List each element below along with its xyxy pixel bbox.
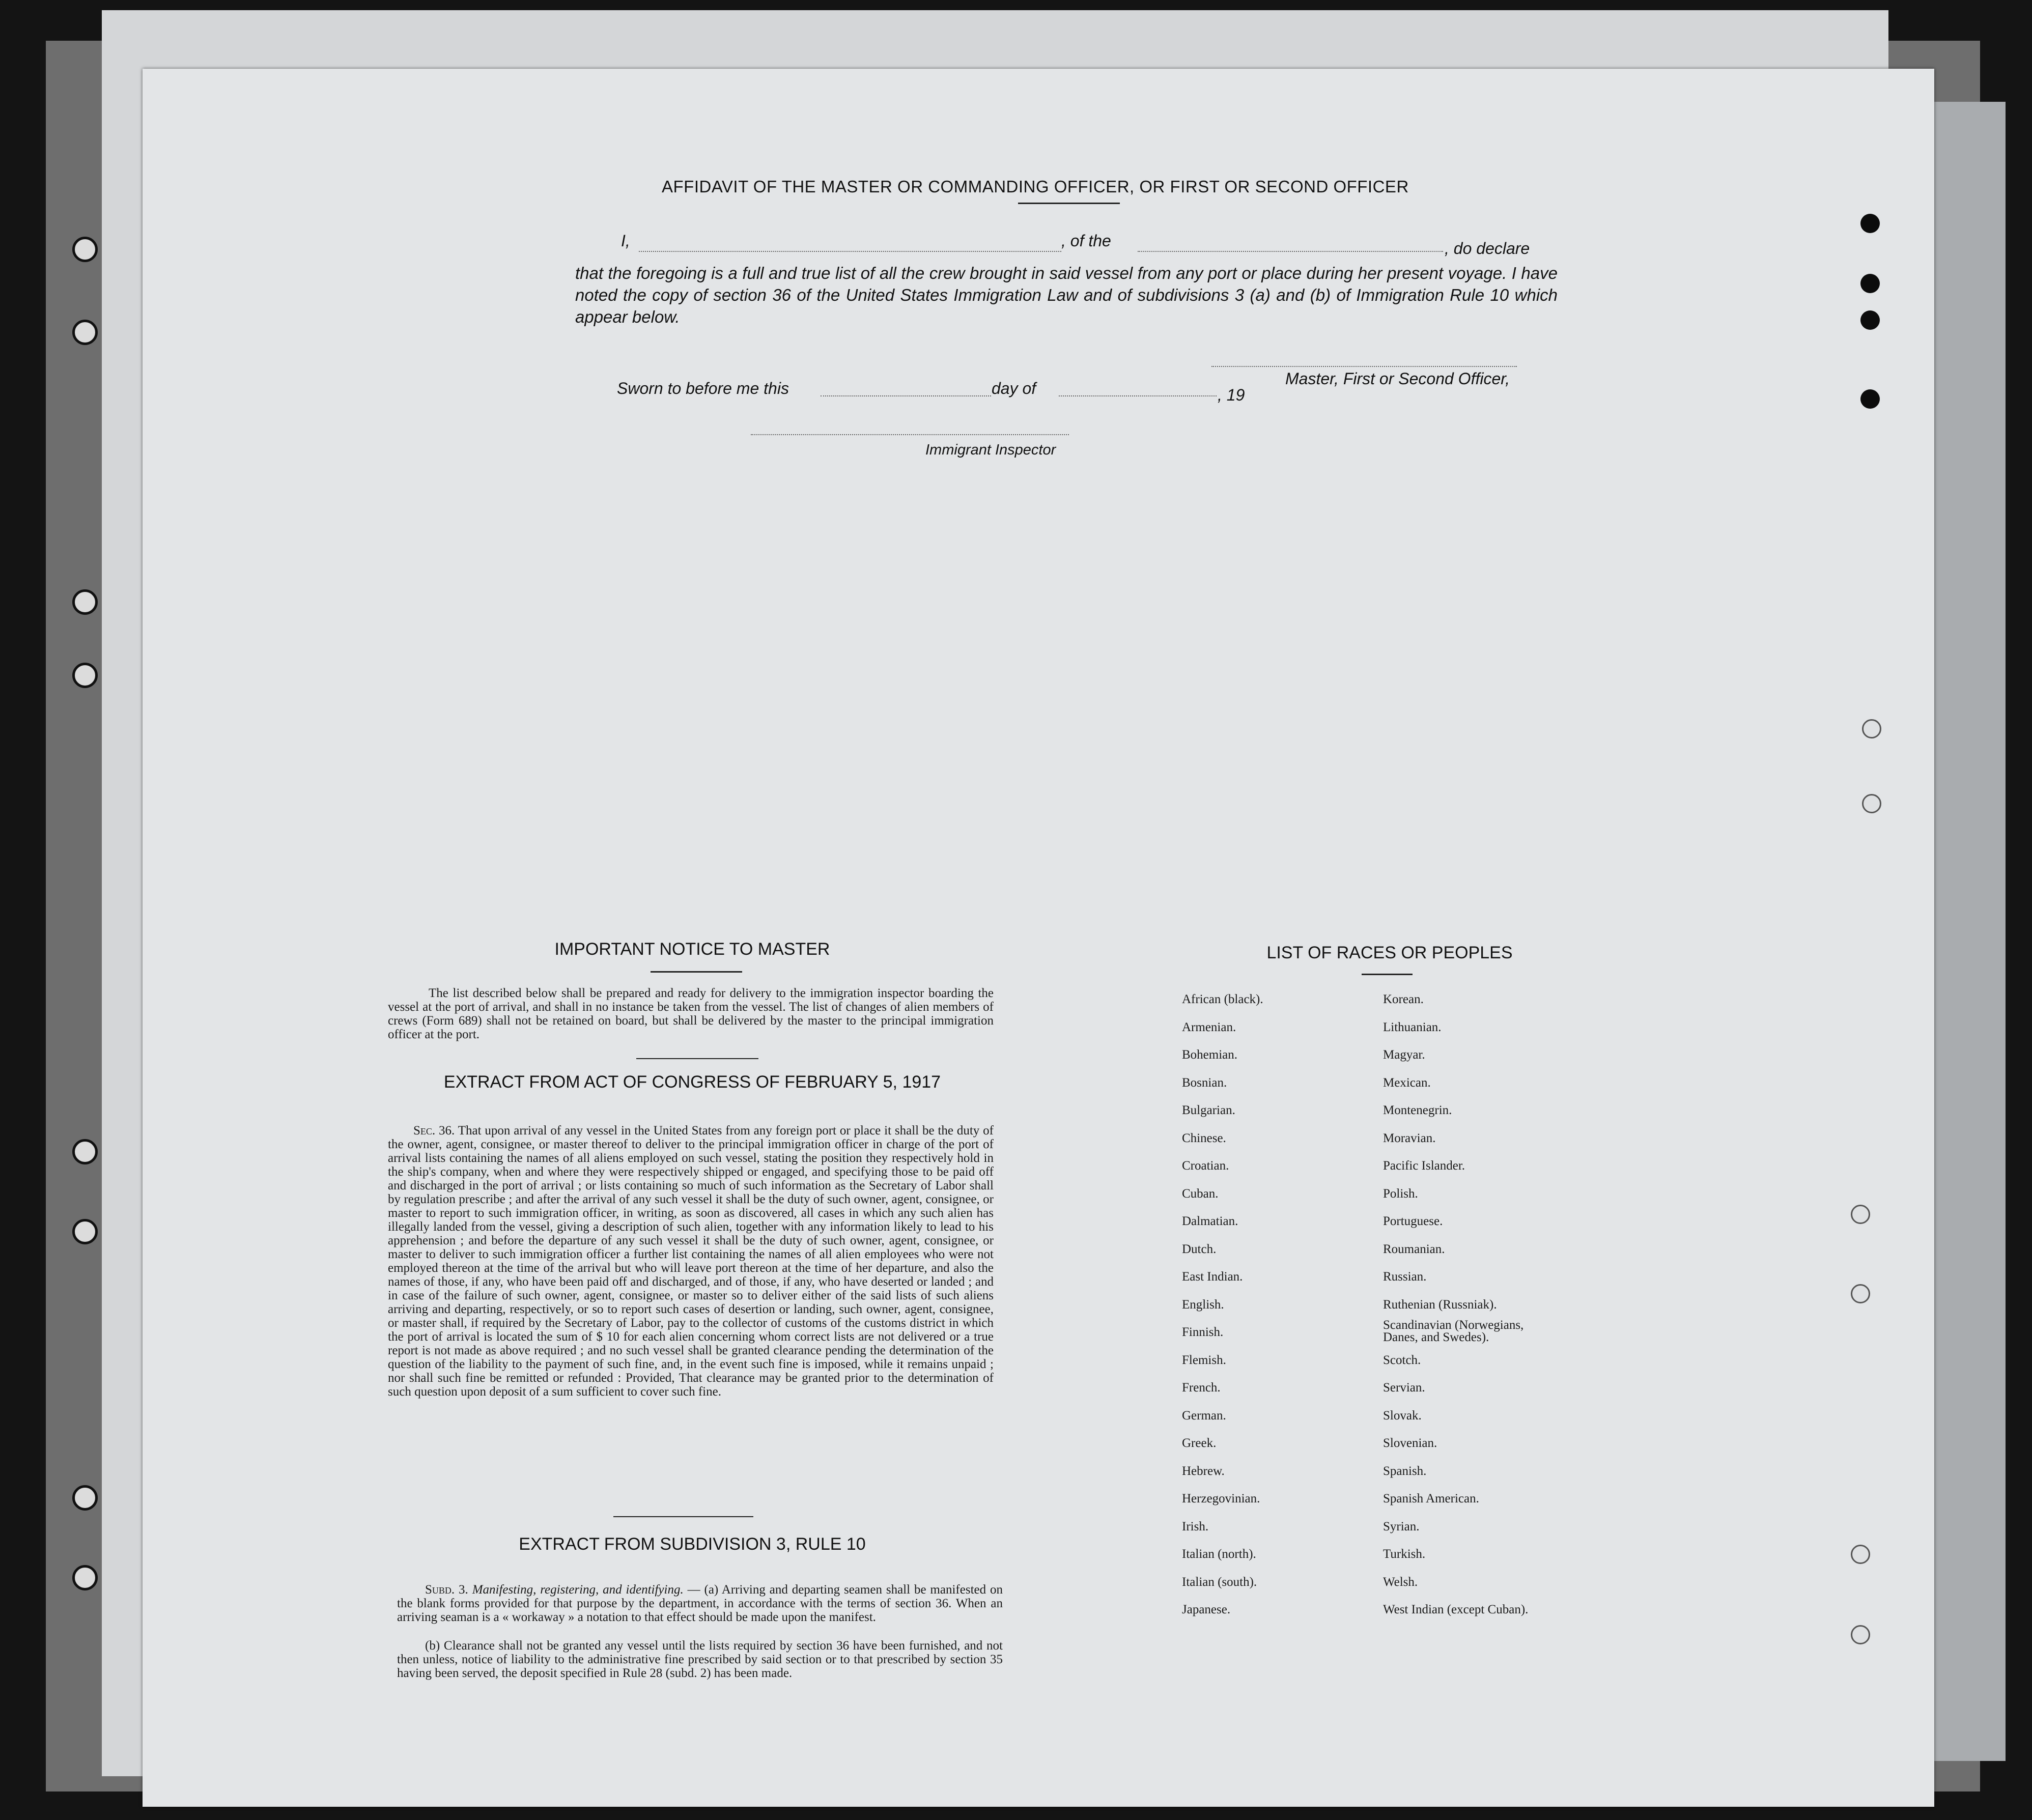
name-field[interactable] [639,250,1061,252]
race-entry: Armenian. [1182,1020,1236,1034]
section-divider [613,1516,753,1517]
race-entry: Spanish American. [1383,1492,1479,1505]
race-entry: Cuban. [1182,1186,1219,1201]
punch-hole [1860,214,1880,233]
binder-hole [72,1485,98,1511]
race-entry: Italian (north). [1182,1547,1256,1561]
rule-subd-label: Subd. 3. [425,1583,468,1597]
race-entry: Russian. [1383,1270,1427,1284]
race-entry: Spanish. [1383,1464,1427,1478]
act-title: EXTRACT FROM ACT OF CONGRESS OF FEBRUARY 5, 1917 [443,1072,941,1092]
races-title: LIST OF RACES OR PEOPLES [1266,943,1513,962]
binder-hole [72,663,98,688]
rule-para-a-text: — (a) Arriving and departing seamen shall be manifested on the blank forms provided for that purpose by the department, in accordance with the terms of section 36. When an arriving seaman is a « workaway » a notation to that effect should be made upon the manifest. [397,1583,1003,1624]
inspector-signature-line[interactable] [751,434,1069,435]
punch-hole [1862,794,1881,813]
affidavit-declaration: that the foregoing is a full and true list of all the crew brought in said vessel from any port or place during her present voyage. I have noted the copy of section 36 of the United States Immigration Law and of subdivisions 3 (a) and (b) of Immigration Rule 10 which appear below. [575,264,1558,326]
race-entry: French. [1182,1381,1221,1395]
race-entry: Bosnian. [1182,1075,1227,1090]
race-entry: Italian (south). [1182,1575,1257,1589]
race-entry: African (black). [1182,992,1263,1006]
notice-title-rule [651,971,742,973]
binder-hole [72,237,98,262]
punch-hole [1851,1284,1870,1303]
race-entry: Bohemian. [1182,1048,1238,1062]
punch-hole [1862,719,1881,738]
race-entry: Greek. [1182,1436,1217,1450]
races-title-rule [1362,974,1413,975]
race-entry: Magyar. [1383,1048,1425,1062]
race-entry: Syrian. [1383,1519,1420,1533]
race-entry: Dalmatian. [1182,1214,1238,1228]
race-entry: Japanese. [1182,1603,1231,1616]
race-entry: Welsh. [1383,1575,1418,1589]
race-entry: Servian. [1383,1381,1425,1395]
punch-hole [1851,1625,1870,1644]
race-entry: Lithuanian. [1383,1020,1442,1034]
year-label: , 19 [1218,386,1245,404]
punch-hole [1860,389,1880,409]
race-entry: Pacific Islander. [1383,1159,1465,1173]
rule-subd-heading: Manifesting, registering, and identifying. [472,1583,684,1597]
master-signature-label: Master, First or Second Officer, [1285,369,1510,388]
sworn-day-field[interactable] [821,395,991,396]
master-signature-line[interactable] [1211,365,1517,367]
race-entry: Dutch. [1182,1242,1217,1256]
race-entry: Croatian. [1182,1159,1229,1173]
notice-title: IMPORTANT NOTICE TO MASTER [554,940,830,959]
rule-para-b: (b) Clearance shall not be granted any vessel until the lists required by section 36 have been furnished, and not then unless, notice of liability to the administrative fine prescribed by said section or to that prescribed by section 35 having been served, the deposit specified in Rule 28 (subd. 2) has been made. [397,1639,1003,1680]
race-entry: East Indian. [1182,1270,1243,1284]
race-entry: English. [1182,1297,1224,1312]
race-entry: Scotch. [1383,1353,1421,1367]
affidavit-title: AFFIDAVIT OF THE MASTER OR COMMANDING OFFICER, OR FIRST OR SECOND OFFICER [662,177,1409,196]
affidavit-do-declare: , do declare [1445,239,1530,258]
act-body [388,1124,994,1399]
binder-hole [72,589,98,615]
race-entry: German. [1182,1408,1226,1423]
binder-hole [72,1219,98,1244]
race-entry: Montenegrin. [1383,1103,1452,1117]
act-section-label: Sec. 36. [413,1124,455,1138]
act-section-text: That upon arrival of any vessel in the United States from any foreign port or place it shall be the duty of the owner, agent, consignee, or master thereof to deliver to the principal immigration officer in charge of the port of arrival lists containing the names of all aliens employed on such vessel, stating the position they respectively hold in the ship's company, when and where they were respectively shipped or engaged, and specifying those to be paid off and discharged in the port of arrival ; or lists containing so much of such information as the Secretary of Labor shall by regulation prescribe ; and after the arrival of any such vessel it shall be the duty of such owner, agent, consignee, or master to report to such immigration officer, in writing, as soon as discovered, all cases in which any such alien has illegally landed from the vessel, giving a description of such alien, together with any information likely to lead to his apprehension ; and before the departure of any such vessel it shall be the duty of such owner, agent, consignee, or master to deliver to such immigration officer a further list containing the names of all alien employees who were not employed thereon at the time of the arrival but who will leave port thereon at the time of her departure, and also the names of those, if any, who have been paid off and discharged, and of those, if any, who have deserted or landed ; and in case of the failure of such owner, agent, consignee, or master so to deliver either of the said lists of such aliens arriving and departing, respectively, or so to report such cases of desertion or landing, such owner, agent, consignee, or master shall, if required by the Secretary of Labor, pay to the collector of customs of the customs district in which the port of arrival is located the sum of $ 10 for each alien concerning whom correct lists are not delivered or a true report is not made as above required ; and no such vessel shall be granted clearance pending the determination of the question of the liability to the payment of such fine, and, in the event such fine is imposed, while it remains unpaid ; nor shall such fine be remitted or refunded : Provided, That clearance may be granted prior to the determination of such question upon deposit of a sum sufficient to cover such fine. [388,1124,994,1399]
affidavit-i-label: I, [621,232,630,250]
section-divider [636,1058,758,1059]
race-entry: Bulgarian. [1182,1103,1235,1117]
rule-title: EXTRACT FROM SUBDIVISION 3, RULE 10 [519,1534,866,1554]
rule-para-a [397,1583,1003,1624]
binder-hole [72,1565,98,1590]
punch-hole [1860,310,1880,330]
race-entry: Chinese. [1182,1131,1226,1145]
race-entry: Hebrew. [1182,1464,1225,1478]
affidavit-of-the: , of the [1061,232,1111,250]
sworn-month-field[interactable] [1059,395,1217,396]
race-entry: Moravian. [1383,1131,1436,1145]
race-entry: Roumanian. [1383,1242,1445,1256]
race-entry: Flemish. [1182,1353,1226,1367]
punch-hole [1860,274,1880,293]
race-entry: Herzegovinian. [1182,1492,1260,1505]
sworn-label: Sworn to before me this [617,379,789,397]
title-rule [1018,203,1120,204]
race-entry: Polish. [1383,1186,1418,1201]
race-entry: Finnish. [1182,1325,1224,1339]
vessel-field[interactable] [1138,250,1443,252]
binder-hole [72,320,98,345]
race-entry: Slovenian. [1383,1436,1437,1450]
notice-body: The list described below shall be prepared and ready for delivery to the immigration inspector boarding the vessel at the port of arrival, and shall in no instance be taken from the vessel. The list of changes of alien members of crews (Form 689) shall not be retained on board, but shall be delivered by the master to the principal immigration officer at the port. [388,986,994,1041]
race-entry: Slovak. [1383,1408,1422,1423]
race-entry: Turkish. [1383,1547,1426,1561]
day-of-label: day of [992,379,1036,397]
race-entry: Mexican. [1383,1075,1431,1090]
binder-hole [72,1139,98,1164]
race-entry: West Indian (except Cuban). [1383,1603,1529,1616]
race-entry: Portuguese. [1383,1214,1443,1228]
punch-hole [1851,1545,1870,1564]
race-entry: Irish. [1182,1519,1209,1533]
race-entry: Ruthenian (Russniak). [1383,1297,1497,1312]
punch-hole [1851,1205,1870,1224]
inspector-signature-label: Immigrant Inspector [925,442,1056,458]
race-entry: Korean. [1383,992,1424,1006]
race-entry: Scandinavian (Norwegians, Danes, and Swedes). [1383,1318,1524,1344]
